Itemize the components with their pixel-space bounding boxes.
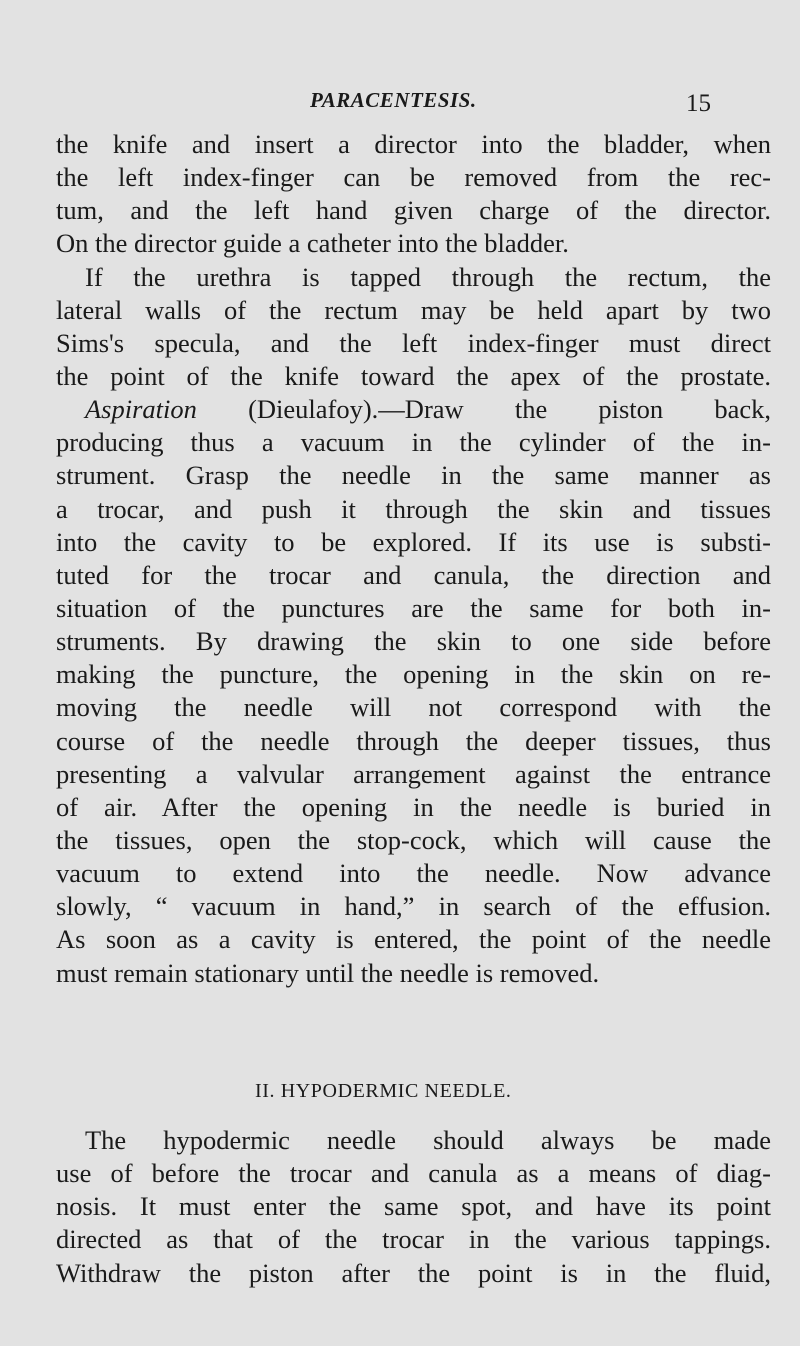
text-line: slowly, “ vacuum in hand,” in search of the effusion. <box>56 891 771 922</box>
text-line: vacuum to extend into the needle. Now advance <box>56 858 771 889</box>
text-line: On the director guide a catheter into the bladder. <box>56 228 569 259</box>
aspiration-line <box>56 393 771 426</box>
text-line: the left index-finger can be removed from the rec- <box>56 162 771 193</box>
text-line: directed as that of the trocar in the various tappings. <box>56 1224 771 1255</box>
text-line: As soon as a cavity is entered, the point of the needle <box>56 924 771 955</box>
text-line: nosis. It must enter the same spot, and have its point <box>56 1191 771 1222</box>
text-line: the tissues, open the stop-cock, which will cause the <box>56 824 771 855</box>
text-line: situation of the punctures are the same for both in- <box>56 592 771 623</box>
text-line: the point of the knife toward the apex of the prostate. <box>56 360 771 391</box>
running-head <box>0 88 800 124</box>
text-line: Sims's specula, and the left index-finger must direct <box>56 327 771 358</box>
text-line: lateral walls of the rectum may be held apart by two <box>56 294 771 325</box>
page-number: 15 <box>686 90 711 117</box>
aspiration-rest: (Dieulafoy).—Draw the piston back, <box>196 394 771 425</box>
section-text <box>56 1124 771 1290</box>
text-line: strument. Grasp the needle in the same manner as <box>56 460 771 491</box>
text-line: producing thus a vacuum in the cylinder of the in- <box>56 427 771 458</box>
text-line: into the cavity to be explored. If its use is substi- <box>56 526 771 557</box>
text-line: the knife and insert a director into the bladder, when <box>56 129 771 159</box>
text-line: If the urethra is tapped through the rectum, the <box>85 261 771 292</box>
aspiration-term: Aspiration <box>85 394 197 425</box>
text-line: making the puncture, the opening in the skin on re- <box>56 659 771 690</box>
text-line: moving the needle will not correspond with the <box>56 692 771 723</box>
text-line: must remain stationary until the needle is removed. <box>56 957 600 988</box>
text-line: struments. By drawing the skin to one side before <box>56 626 771 657</box>
text-line: course of the needle through the deeper tissues, thus <box>56 725 771 756</box>
text-line: tum, and the left hand given charge of the director. <box>56 195 771 226</box>
text-line: The hypodermic needle should always be made <box>85 1125 771 1155</box>
text-line: a trocar, and push it through the skin and tissues <box>56 493 771 524</box>
section-heading: II. HYPODERMIC NEEDLE. <box>255 1080 512 1102</box>
text-line: tuted for the trocar and canula, the direction and <box>56 559 771 590</box>
text-line: Withdraw the piston after the point is in the fluid, <box>56 1257 771 1288</box>
text-line: presenting a valvular arrangement against the entrance <box>56 758 771 789</box>
body-text <box>56 128 771 990</box>
text-line: of air. After the opening in the needle is buried in <box>56 791 771 822</box>
running-title: PARACENTESIS. <box>310 88 477 112</box>
text-line: use of before the trocar and canula as a means of diag- <box>56 1158 771 1189</box>
